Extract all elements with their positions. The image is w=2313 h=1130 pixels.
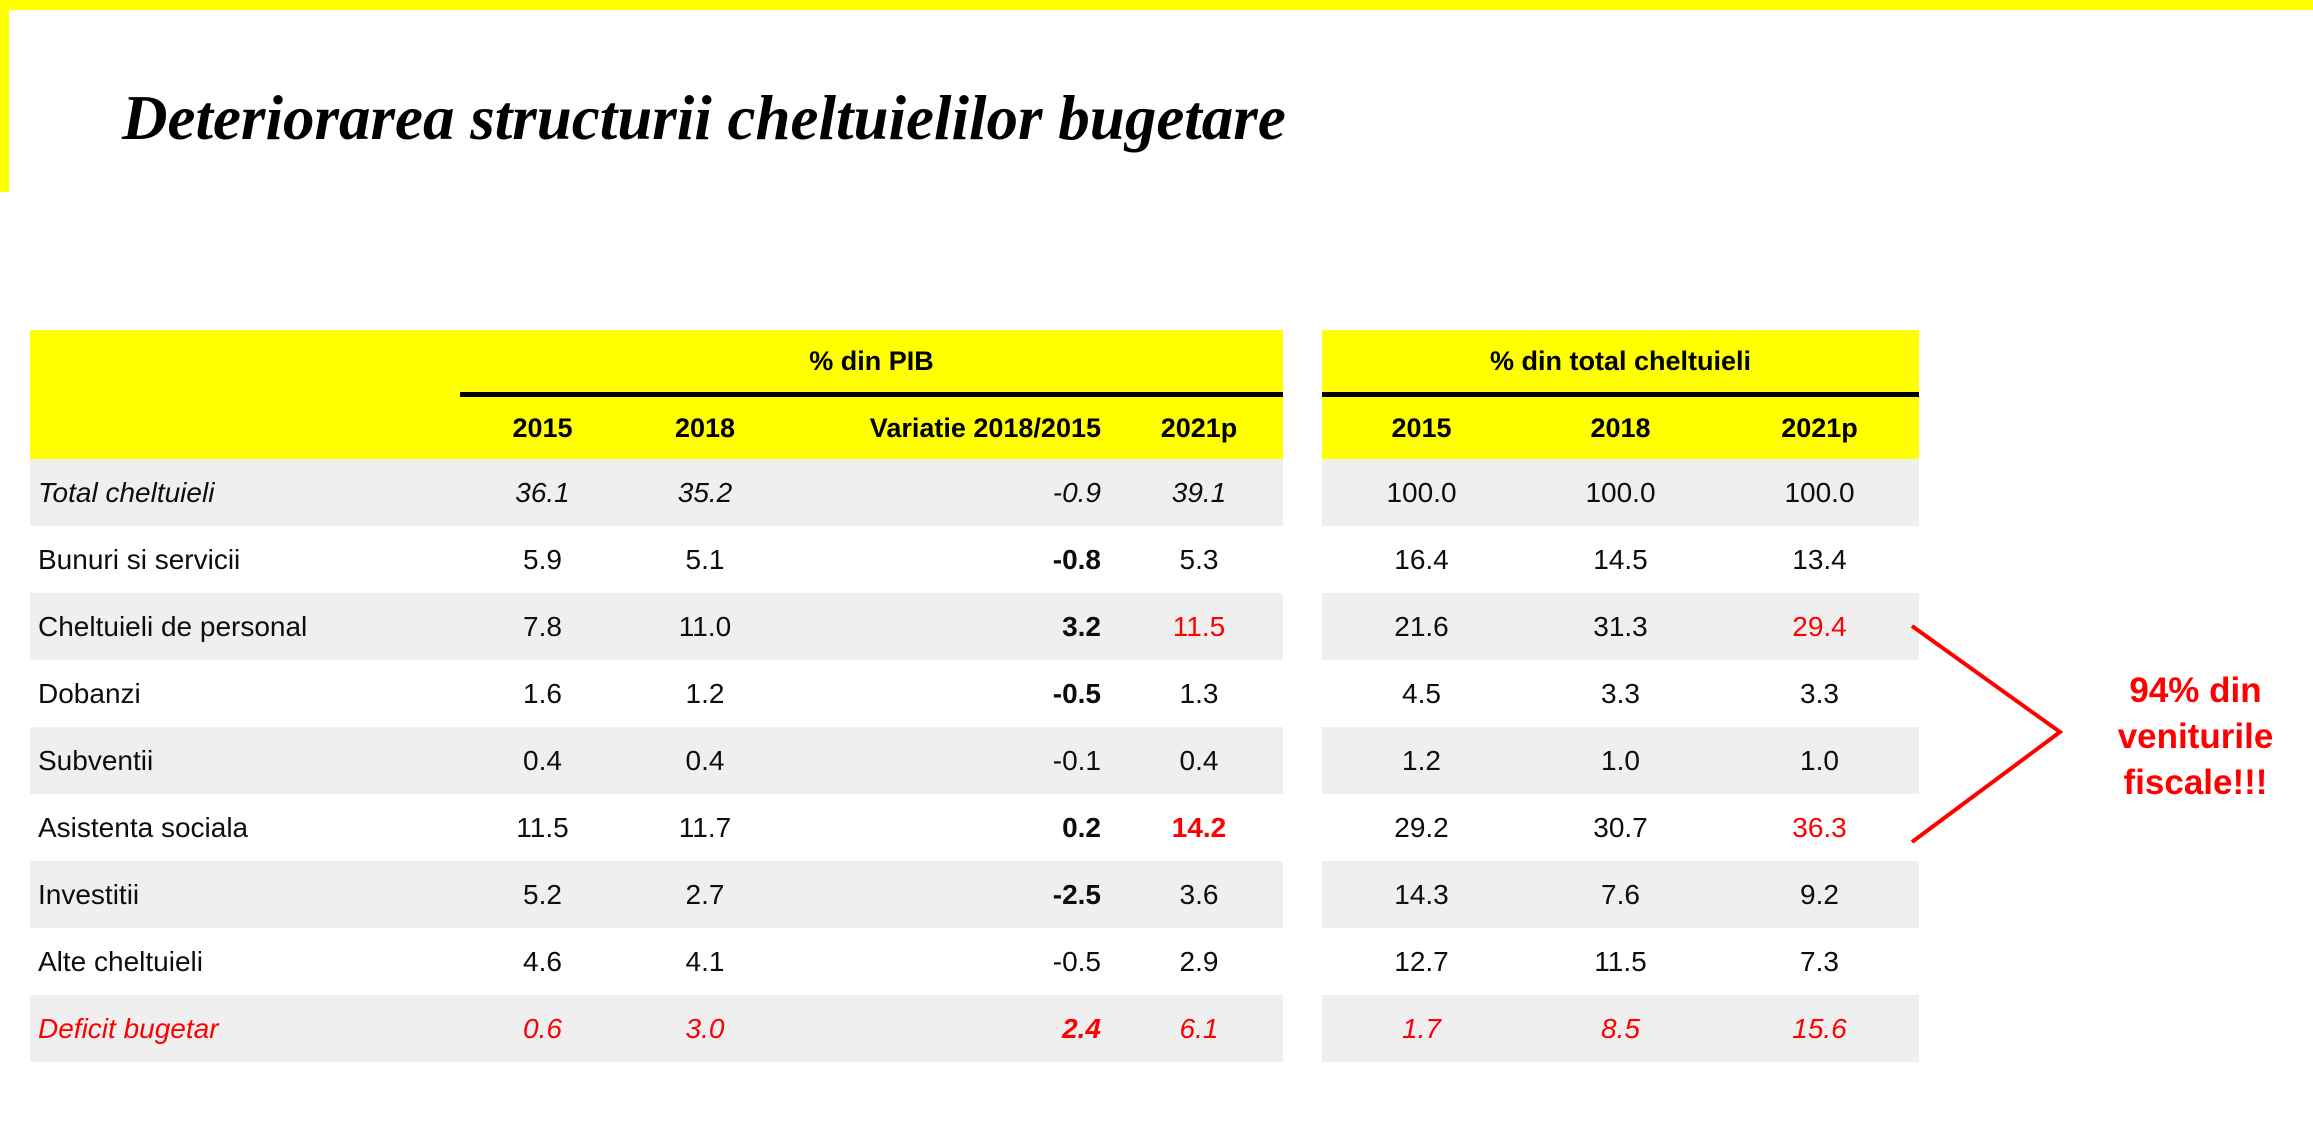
cell-value: 30.7	[1593, 811, 1648, 843]
row-label: Alte cheltuieli	[38, 945, 203, 977]
cell-value: 2.9	[1179, 945, 1219, 977]
table-row-group-header	[30, 330, 1283, 395]
cell-value: 0.4	[1115, 727, 1283, 794]
cell-value: 2.4	[785, 995, 1115, 1062]
cell-value: 4.6	[523, 945, 562, 977]
cell-value: 0.4	[625, 727, 785, 794]
col-header-variatie: Variatie 2018/2015	[785, 395, 1115, 460]
row-label: Bunuri si servicii	[38, 543, 241, 575]
table-row	[30, 593, 1283, 660]
table-row	[1322, 861, 1919, 928]
cell-value: 5.1	[685, 543, 725, 575]
group-header-total: % din total cheltuieli	[1322, 330, 1919, 395]
row-label: Dobanzi	[38, 677, 141, 709]
cell-value: 36.1	[460, 459, 625, 526]
annotation-callout	[2088, 668, 2303, 806]
cell-value: -0.9	[785, 459, 1115, 526]
cell-value: 29.4	[1720, 593, 1919, 660]
cell-value: 1.6	[523, 677, 562, 709]
group-header-pib: % din PIB	[460, 330, 1283, 395]
spacer-cell	[30, 330, 460, 395]
cell-value: 2.7	[625, 861, 785, 928]
table-pib	[30, 330, 1283, 1062]
cell-value: 3.3	[1601, 677, 1640, 709]
table-row	[1322, 526, 1919, 593]
table-pib-body	[30, 459, 1283, 1062]
cell-value: 6.1	[1115, 995, 1283, 1062]
col-header-2018: 2018	[625, 395, 785, 460]
cell-value: 1.2	[685, 677, 725, 709]
cell-value: 29.2	[1394, 811, 1449, 843]
table-row-column-header	[1322, 395, 1919, 460]
cell-value: 7.3	[1800, 945, 1839, 977]
top-accent-bar	[0, 0, 2313, 10]
table-row	[30, 660, 1283, 727]
col-header-2021p: 2021p	[1115, 395, 1283, 460]
cell-value: 21.6	[1322, 593, 1521, 660]
table-row	[1322, 928, 1919, 995]
col-header-2015: 2015	[1322, 395, 1521, 460]
table-row	[30, 459, 1283, 526]
cell-value: 1.0	[1521, 727, 1720, 794]
row-label: Subventii	[30, 727, 460, 794]
col-header-2018: 2018	[1521, 395, 1720, 460]
cell-value: 100.0	[1322, 459, 1521, 526]
annotation-line-2: veniturile	[2117, 717, 2274, 756]
callout-bracket-icon	[1910, 620, 2100, 850]
table-total-body	[1322, 459, 1919, 1062]
table-row	[1322, 727, 1919, 794]
row-label: Total cheltuieli	[30, 459, 460, 526]
row-label: Deficit bugetar	[30, 995, 460, 1062]
cell-value: 1.2	[1322, 727, 1521, 794]
cell-value: 14.3	[1322, 861, 1521, 928]
cell-value: 11.0	[625, 593, 785, 660]
cell-value: 5.2	[460, 861, 625, 928]
cell-value: 14.5	[1593, 543, 1648, 575]
cell-value: 3.2	[785, 593, 1115, 660]
cell-value: 11.5	[1594, 945, 1647, 977]
cell-value: 5.3	[1179, 543, 1219, 575]
cell-value: 39.1	[1115, 459, 1283, 526]
table-pib-wrapper	[30, 330, 1283, 1062]
cell-value: 13.4	[1792, 543, 1847, 575]
table-row	[1322, 593, 1919, 660]
cell-value: 5.9	[523, 543, 562, 575]
table-row	[30, 928, 1283, 995]
table-total-wrapper	[1322, 330, 1919, 1062]
annotation-line-3: fiscale!!!	[2123, 763, 2268, 802]
annotation-line-1: 94% din	[2129, 671, 2262, 710]
table-row	[30, 995, 1283, 1062]
table-row	[30, 727, 1283, 794]
row-label: Cheltuieli de personal	[30, 593, 460, 660]
cell-value: 7.6	[1521, 861, 1720, 928]
table-row-group-header	[1322, 330, 1919, 395]
col-header-2015: 2015	[460, 395, 625, 460]
cell-value: 0.2	[1062, 811, 1101, 843]
cell-value: 0.4	[460, 727, 625, 794]
cell-value: 0.6	[460, 995, 625, 1062]
table-row	[30, 861, 1283, 928]
cell-value: 8.5	[1521, 995, 1720, 1062]
row-label: Investitii	[30, 861, 460, 928]
cell-value: 7.8	[460, 593, 625, 660]
cell-value: -2.5	[785, 861, 1115, 928]
cell-value: 3.3	[1800, 677, 1839, 709]
cell-value: 16.4	[1394, 543, 1449, 575]
table-row-column-header	[30, 395, 1283, 460]
cell-value: -0.1	[785, 727, 1115, 794]
cell-value: 31.3	[1521, 593, 1720, 660]
cell-value: 100.0	[1720, 459, 1919, 526]
table-total	[1322, 330, 1919, 1062]
page-title: Deteriorarea structurii cheltuielilor bugetare	[122, 83, 1286, 153]
cell-value: -0.8	[1052, 543, 1101, 575]
cell-value: 1.7	[1322, 995, 1521, 1062]
cell-value: 12.7	[1394, 945, 1449, 977]
table-row	[1322, 995, 1919, 1062]
cell-value: -0.5	[1052, 677, 1101, 709]
cell-value: 11.5	[516, 811, 569, 843]
cell-value: 11.7	[678, 811, 732, 843]
left-accent-bar	[0, 0, 9, 192]
cell-value: 11.5	[1115, 593, 1283, 660]
table-row	[1322, 794, 1919, 861]
cell-value: 35.2	[625, 459, 785, 526]
table-row	[1322, 459, 1919, 526]
cell-value: 1.3	[1179, 677, 1219, 709]
cell-value: 1.0	[1720, 727, 1919, 794]
cell-value: 9.2	[1720, 861, 1919, 928]
cell-value: 3.6	[1115, 861, 1283, 928]
cell-value: 14.2	[1171, 811, 1227, 843]
cell-value: 15.6	[1720, 995, 1919, 1062]
cell-value: 3.0	[625, 995, 785, 1062]
cell-value: 4.5	[1402, 677, 1441, 709]
table-row	[1322, 660, 1919, 727]
cell-value: 36.3	[1792, 811, 1847, 843]
cell-value: 100.0	[1521, 459, 1720, 526]
table-row	[30, 526, 1283, 593]
row-label: Asistenta sociala	[38, 811, 249, 843]
table-row	[30, 794, 1283, 861]
cell-value: 4.1	[685, 945, 725, 977]
col-header-2021p: 2021p	[1720, 395, 1919, 460]
spacer-cell	[30, 395, 460, 460]
cell-value: -0.5	[1052, 945, 1101, 977]
